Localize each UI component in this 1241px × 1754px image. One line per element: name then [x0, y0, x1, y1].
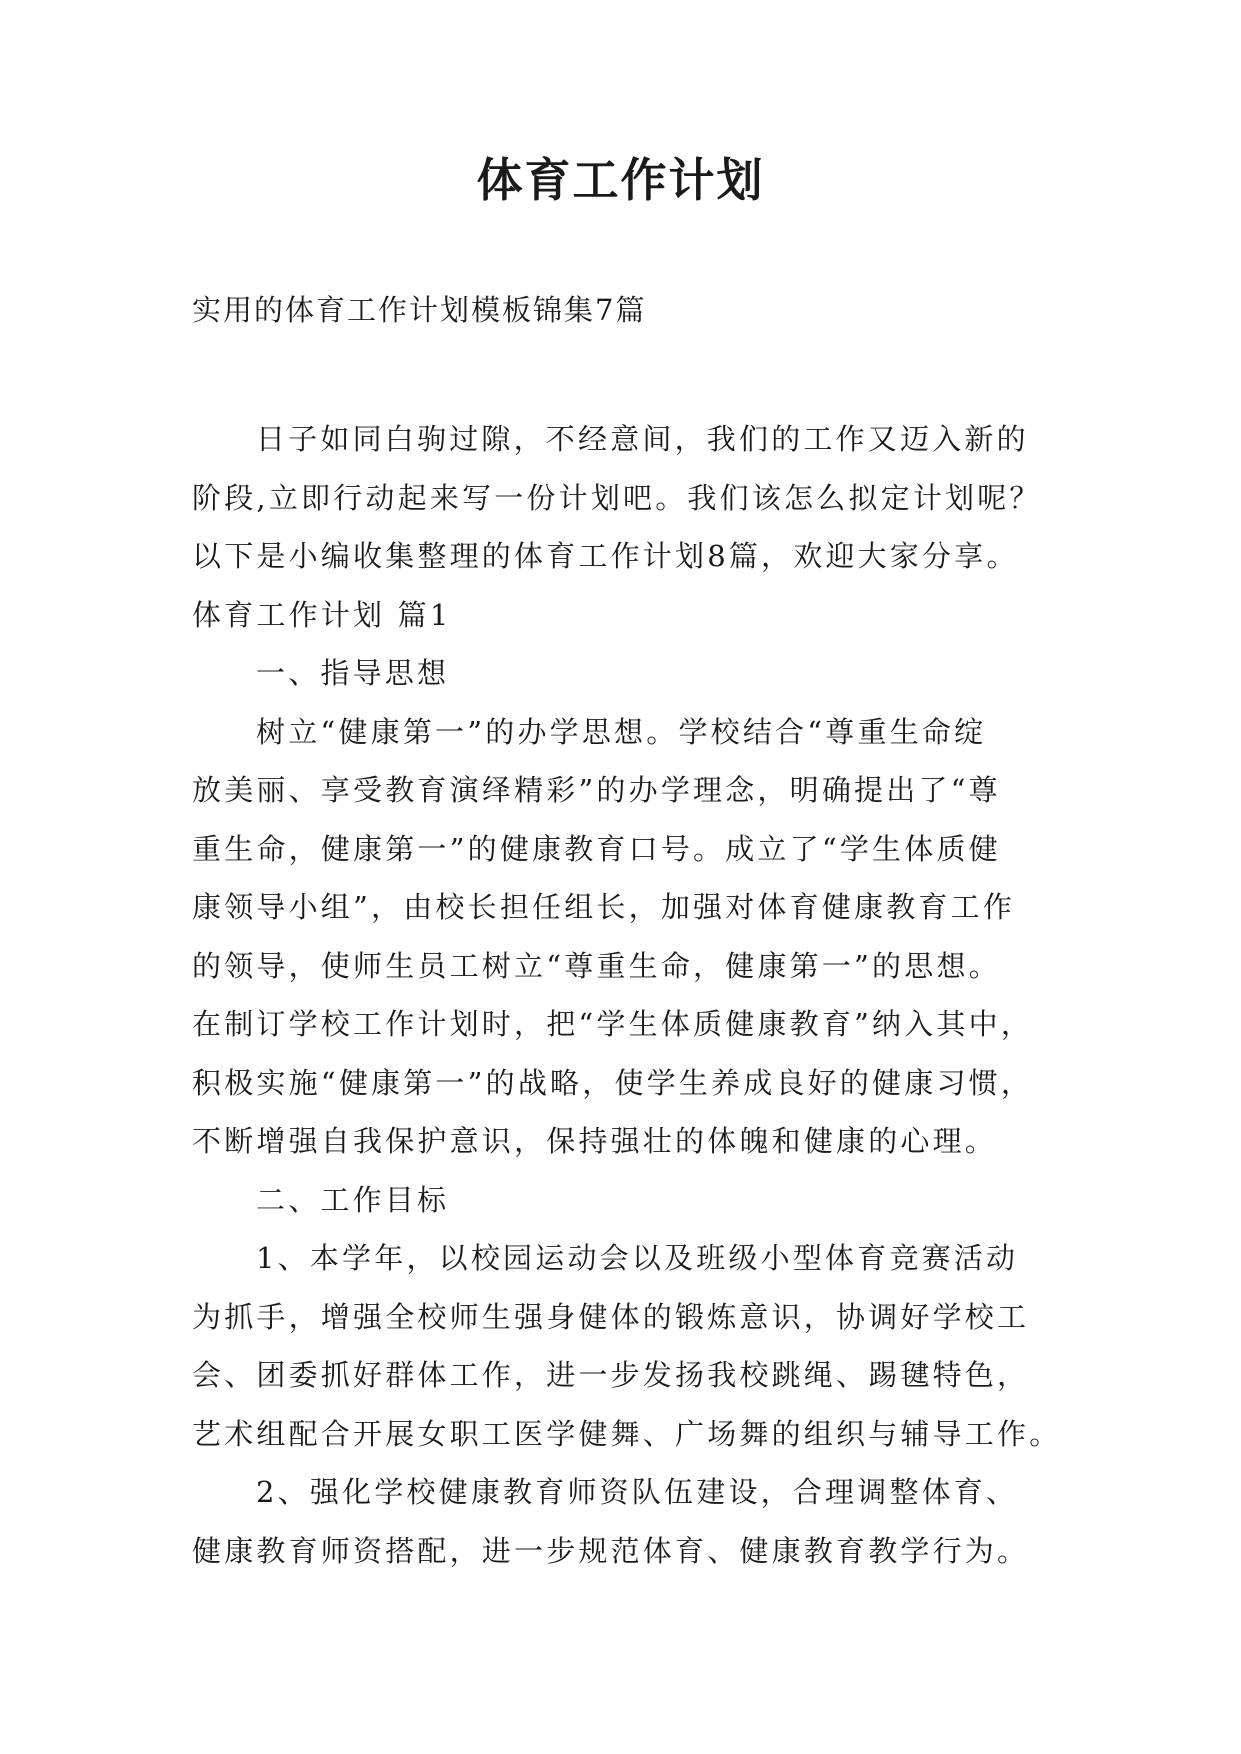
body-line: 1、本学年，以校园运动会以及班级小型体育竞赛活动 — [256, 1241, 1019, 1275]
body-line: 健康教育师资搭配，进一步规范体育、健康教育教学行为。 — [192, 1533, 1030, 1568]
section-heading: 体育工作计划 篇1 — [192, 597, 452, 632]
body-line: 不断增强自我保护意识，保持强壮的体魄和健康的心理。 — [192, 1124, 998, 1158]
document-body — [192, 410, 1072, 1580]
body-line: 以下是小编收集整理的体育工作计划8篇，欢迎大家分享。 — [192, 539, 1019, 573]
document-subtitle: 实用的体育工作计划模板锦集7篇 — [192, 293, 647, 327]
body-line: 积极实施“健康第一”的战略，使学生养成良好的健康习惯， — [192, 1065, 1034, 1100]
body-line: 会、团委抓好群体工作，进一步发扬我校跳绳、踢毽特色， — [192, 1358, 1030, 1392]
body-line: 日子如同白驹过隙，不经意间，我们的工作又迈入新的 — [256, 422, 1029, 456]
body-line: 艺术组配合开展女职工医学健舞、广场舞的组织与辅导工作。 — [192, 1416, 1062, 1451]
document-title: 体育工作计划 — [476, 153, 765, 207]
section-subheading: 二、工作目标 — [256, 1182, 450, 1217]
body-line: 在制订学校工作计划时，把“学生体质健康教育”纳入其中， — [192, 1007, 1034, 1041]
body-line: 康领导小组”，由校长担任组长，加强对体育健康教育工作 — [192, 890, 1016, 924]
section-subheading: 一、指导思想 — [256, 656, 450, 690]
body-line: 的领导，使师生员工树立“尊重生命，健康第一”的思想。 — [192, 948, 1001, 983]
body-line: 为抓手，增强全校师生强身健体的锻炼意识，协调好学校工 — [192, 1299, 1030, 1334]
body-line: 阶段,立即行动起来写一份计划吧。我们该怎么拟定计划呢？ — [192, 480, 1042, 515]
body-line: 重生命，健康第一”的健康教育口号。成立了“学生体质健 — [192, 831, 1001, 866]
body-line: 树立“健康第一”的办学思想。学校结合“尊重生命绽 — [256, 714, 987, 749]
body-line: 2、强化学校健康教育师资队伍建设，合理调整体育、 — [256, 1475, 1019, 1509]
body-line: 放美丽、享受教育演绎精彩”的办学理念，明确提出了“尊 — [192, 773, 1001, 807]
